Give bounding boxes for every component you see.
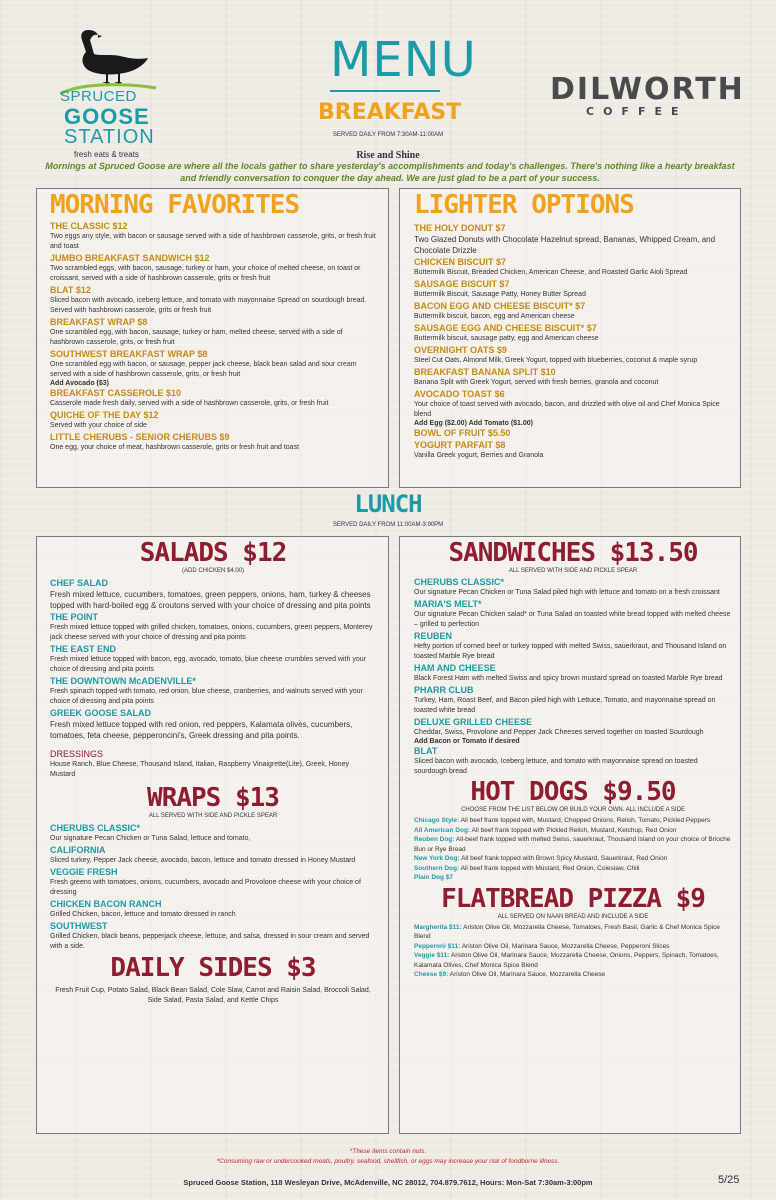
daily-sides-text: Fresh Fruit Cup, Potato Salad, Black Bean Salad, Cole Slaw, Carrot and Raisin Salad, Broccoli Salad, Side Salad, Pasta Salad, and Kettle Chips	[55, 987, 371, 1004]
dilworth-coffee-logo	[550, 72, 745, 118]
flatbread-section	[414, 885, 732, 980]
item-desc: Buttermilk Biscuit, Breaded Chicken, American Cheese, and Roasted Garlic Aioli Spread	[414, 269, 688, 276]
lunch-right-section	[399, 536, 741, 1134]
item-desc: Fresh mixed lettuce topped with red onion, red peppers, Kalamata olives, cucumbers, tomatoes, feta cheese, pepperoncini's, Greek dressing and pita points.	[50, 720, 353, 740]
item-name: OVERNIGHT OATS $9	[414, 345, 507, 355]
item-desc: Ariston Olive Oil, Marinara Sauce, Mozzarella Cheese	[448, 971, 606, 978]
breakfast-title: BREAKFAST	[318, 100, 462, 125]
salads-sub: (ADD CHICKEN $4.00)	[181, 568, 244, 574]
flatbread-item	[414, 942, 732, 952]
item-desc: Buttermilk Biscuit, Sausage Patty, Honey Butter Spread	[414, 291, 586, 298]
breakfast-hours: SERVED DAILY FROM 7:30AM-11:00AM	[332, 132, 444, 138]
sandwiches-title: SANDWICHES $13.50	[448, 538, 698, 568]
flatbread-sub: ALL SERVED ON NAAN BREAD AND INCLUDE A SIDE	[497, 913, 649, 920]
item-desc: Two eggs any style, with bacon or sausage served with a side of hashbrown casserole, grits, or fresh fruit and toast	[50, 233, 376, 250]
menu-item	[50, 253, 376, 284]
item-desc: All beef frank topped with Brown Spicy Mustard, Sauerkraut, Red Onion	[459, 855, 668, 862]
menu-item	[414, 599, 732, 630]
menu-item	[50, 221, 376, 252]
item-desc: Fresh mixed lettuce topped with grilled chicken, tomatoes, onions, cucumbers, green peppers, Monterey jack cheese served with your choice of dressing and pita points	[50, 624, 373, 641]
item-name: VEGGIE FRESH	[50, 867, 118, 877]
item-desc: All beef frank topped with Pickled Relish, Mustard, Ketchup, Red Onion	[470, 826, 677, 834]
item-desc: Sliced turkey, Pepper Jack cheese, avocado, bacon, lettuce and tomato dressed in Honey Mustard	[50, 857, 356, 864]
footnote-nuts: *These items contain nuts.	[349, 1148, 427, 1155]
menu-item	[414, 279, 732, 300]
item-desc: Sliced bacon with avocado, Iceberg lettuce, and tomato with mayonnaise spread on toasted sourdough bread	[414, 758, 698, 775]
brand-tagline: fresh eats & treats	[74, 150, 139, 159]
hotdogs-sub: CHOOSE FROM THE LIST BELOW OR BUILD YOUR OWN. ALL INCLUDE A SIDE	[461, 807, 685, 813]
brand-line2: GOOSE	[64, 104, 150, 129]
item-name: PHARR CLUB	[414, 685, 474, 695]
lunch-hours: SERVED DAILY FROM 11:00AM-3:00PM	[332, 522, 444, 528]
hotdogs-section	[414, 778, 732, 883]
item-desc: Black Forest Ham with melted Swiss and spicy brown mustard spread on toasted Marble Rye bread	[414, 675, 723, 682]
item-name: BLAT	[414, 746, 438, 756]
rise-and-shine: Rise and Shine	[356, 150, 420, 161]
item-desc: Two scrambled eggs, with bacon, sausage, turkey or ham, your choice of melted cheese, on toast or croissant, served with a side of hashbrown casserole, grits or fresh fruit	[50, 265, 361, 282]
menu-item	[50, 410, 376, 431]
item-name: REUBEN	[414, 631, 453, 641]
menu-item	[414, 577, 732, 598]
flatbread-item	[414, 923, 732, 942]
hotdog-item	[414, 873, 732, 883]
sandwich-items	[414, 577, 732, 777]
item-name: Chicago Style:	[414, 817, 460, 824]
menu-item	[50, 285, 376, 316]
item-desc: Served with your choice of side	[50, 422, 147, 429]
item-desc: Casserole made fresh daily, served with a side of hashbrown casserole, grits, or fresh fruit	[50, 400, 329, 407]
item-name: BREAKFAST CASSEROLE $10	[50, 388, 182, 398]
brand-line3: STATION	[64, 126, 155, 148]
item-desc: Cheddar, Swiss, Provolone and Pepper Jack Cheeses served together on toasted Sourdough	[414, 729, 704, 736]
wraps-sub: ALL SERVED WITH SIDE AND PICKLE SPEAR	[148, 813, 278, 819]
menu-item	[50, 823, 376, 844]
menu-title: MENU	[330, 32, 477, 88]
page-number: 5/25	[718, 1174, 740, 1186]
item-desc: All-beef frank topped with melted Swiss, sauerkraut, Thousand Island on your choice of Brioche Bun or Rye Bread	[414, 836, 731, 853]
menu-item	[414, 257, 732, 278]
menu-item	[414, 223, 732, 256]
item-desc: Ariston Olive Oil, Marinara Sauce, Mozzarella Cheese, Onions, Peppers, Spinach, Tomatoes, Kalamata Olives, Chef Monica Spice Blend	[414, 952, 719, 969]
item-name: JUMBO BREAKFAST SANDWICH $12	[50, 253, 210, 263]
item-desc: Steel Cut Oats, Almond Milk, Greek Yogurt, topped with blueberries, coconut & maple syrup	[414, 357, 698, 364]
item-name: CHICKEN BACON RANCH	[50, 899, 162, 909]
lunch-title: LUNCH	[354, 490, 422, 518]
item-name: Cheese $9:	[414, 971, 449, 978]
menu-item	[414, 428, 732, 439]
item-name: CHERUBS CLASSIC*	[50, 823, 141, 833]
hotdog-item	[414, 854, 732, 864]
item-name: BREAKFAST WRAP $8	[50, 317, 148, 327]
menu-item	[414, 631, 732, 662]
goose-icon	[76, 26, 156, 86]
menu-item	[414, 389, 732, 427]
item-desc: Vanilla Greek yogurt, Berries and Granola	[414, 452, 544, 459]
item-desc: Banana Split with Greek Yogurt, served with fresh berries, granola and coconut	[414, 379, 659, 386]
item-name: SAUSAGE EGG AND CHEESE BISCUIT* $7	[414, 323, 597, 333]
item-name: THE POINT	[50, 612, 99, 622]
item-name: Pepperoni $11:	[414, 942, 461, 950]
flatbread-title: FLATBREAD PIZZA $9	[441, 883, 705, 914]
salad-items	[50, 578, 376, 741]
lunch-left-section	[36, 536, 389, 1134]
menu-item	[414, 746, 732, 777]
item-name: THE DOWNTOWN McADENVILLE*	[50, 676, 196, 686]
item-name: QUICHE OF THE DAY $12	[50, 410, 159, 420]
item-desc: Buttermilk biscuit, sausage patty, egg and American cheese	[414, 335, 599, 342]
dressings-text: House Ranch, Blue Cheese, Thousand Island, Italian, Raspberry Vinaigrette(Lite), Greek, Honey Mustard	[50, 761, 349, 778]
footer-address: Spruced Goose Station, 118 Wesleyan Drive, McAdenville, NC 28012, 704.879.7612, Hours: Mon-Sat 7:30am-3:00pm	[183, 1178, 593, 1187]
item-name: DELUXE GRILLED CHEESE	[414, 717, 533, 727]
item-desc: Fresh spinach topped with tomato, red onion, blue cheese, cranberries, and walnuts served with your choice of dressing and pita points	[50, 688, 363, 705]
item-desc: One egg, your choice of meat, hashbrown casserole, grits or fresh fruit and toast	[50, 444, 300, 451]
item-name: BACON EGG AND CHEESE BISCUIT* $7	[414, 301, 586, 311]
salads-title: SALADS $12	[139, 538, 287, 568]
item-name: CHERUBS CLASSIC*	[414, 577, 505, 587]
menu-item	[414, 345, 732, 366]
item-name: LITTLE CHERUBS - SENIOR CHERUBS $9	[50, 432, 230, 442]
partner-logo-name: DILWORTH	[550, 72, 745, 107]
item-name: SAUSAGE BISCUIT $7	[414, 279, 510, 289]
menu-item	[414, 685, 732, 716]
item-name: MARIA'S MELT*	[414, 599, 482, 609]
item-name: CHICKEN BISCUIT $7	[414, 257, 507, 267]
item-desc: Two Glazed Donuts with Chocolate Hazelnut spread, Bananas, Whipped Cream, and Chocolate Drizzle	[414, 235, 716, 255]
menu-item	[50, 845, 376, 866]
item-name: AVOCADO TOAST $6	[414, 389, 505, 399]
morning-items	[50, 221, 376, 453]
item-name: Margherita $11:	[414, 923, 462, 931]
item-name: HAM AND CHEESE	[414, 663, 496, 673]
item-name: THE EAST END	[50, 644, 117, 654]
menu-item	[50, 317, 376, 348]
lighter-items	[414, 223, 732, 461]
item-desc: Grilled Chicken, black beans, pepperjack cheese, lettuce, and salsa, dressed in sour cream and served with a side.	[50, 933, 370, 950]
item-desc: Buttermilk biscuit, bacon, egg and American cheese	[414, 313, 575, 320]
item-desc: Hefty portion of corned beef or turkey topped with melted Swiss, sauerkraut, and Thousand Island on toasted Marble Rye bread	[414, 643, 727, 660]
wraps-section	[50, 784, 376, 952]
item-desc: Grilled Chicken, bacon, lettuce and tomato dressed in ranch	[50, 911, 236, 918]
brand-line1: SPRUCED	[60, 88, 137, 105]
item-desc: Fresh mixed lettuce, cucumbers, tomatoes, green peppers, onions, ham, turkey & cheeses topped with hard-boiled egg & croutons served with your choice of dressing and pita points	[50, 590, 371, 610]
menu-item	[50, 349, 376, 387]
hotdog-item	[414, 826, 732, 836]
menu-item	[50, 921, 376, 952]
daily-sides-title: DAILY SIDES $3	[110, 953, 316, 983]
item-desc: Turkey, Ham, Roast Beef, and Bacon piled high with Lettuce, Tomato, and mayonnaise spread on toasted white bread	[414, 697, 716, 714]
item-desc: All beef frank topped with Mustard, Red Onion, Coleslaw, Chili	[459, 864, 640, 872]
item-name: New York Dog:	[414, 855, 460, 862]
menu-item	[50, 644, 376, 675]
sandwiches-sub: ALL SERVED WITH SIDE AND PICKLE SPEAR	[508, 568, 638, 574]
item-name: All American Dog:	[414, 826, 471, 834]
item-desc: Ariston Olive Oil, Marinara Sauce, Mozzarella Cheese, Pepperoni Slices	[460, 942, 670, 950]
hotdogs-title: HOT DOGS $9.50	[470, 777, 676, 807]
menu-item	[50, 432, 376, 453]
item-desc: Our signature Pecan Chicken or Tuna Salad, lettuce and tomato,	[50, 835, 251, 842]
item-name: GREEK GOOSE SALAD	[50, 708, 152, 718]
item-desc: One scrambled egg with bacon, or sausage, pepper jack cheese, black bean salad and sour cream served with a side of hashbrown casserole, grits, or fresh fruit	[50, 361, 357, 378]
menu-item	[50, 676, 376, 707]
item-name: THE HOLY DONUT $7	[414, 223, 506, 233]
morning-favorites-title: MORNING FAVORITES	[50, 190, 300, 220]
item-name: SOUTHWEST BREAKFAST WRAP $8	[50, 349, 208, 359]
item-name: YOGURT PARFAIT $8	[414, 440, 506, 450]
menu-title-rule	[330, 90, 440, 92]
menu-item	[414, 367, 732, 388]
item-name: Southern Dog:	[414, 864, 460, 872]
item-name: BREAKFAST BANANA SPLIT $10	[414, 367, 556, 377]
menu-item	[414, 323, 732, 344]
item-desc: All beef frank topped with, Mustard, Chopped Onions, Relish, Tomato, Pickled Peppers	[459, 817, 711, 824]
hotdog-item	[414, 816, 732, 826]
menu-item	[50, 867, 376, 898]
daily-sides-section	[50, 954, 376, 1006]
lighter-options-section	[399, 188, 741, 488]
item-extra: Add Egg ($2.00) Add Tomato ($1.00)	[414, 420, 534, 427]
menu-item	[414, 663, 732, 684]
flatbread-item	[414, 951, 732, 970]
item-desc: Our signature Pecan Chicken salad* or Tuna Salad on toasted white bread topped with melted cheese – grilled to perfection	[414, 611, 731, 628]
morning-favorites-section	[36, 188, 389, 488]
footnote-raw-food: *Consuming raw or undercooked meats, poultry, seafood, shellfish, or eggs may increase your risk of foodborne illness.	[216, 1158, 560, 1165]
partner-logo-sub: COFFEE	[586, 105, 688, 118]
menu-item	[50, 388, 376, 409]
menu-item	[50, 708, 376, 741]
item-name: CALIFORNIA	[50, 845, 106, 855]
menu-item	[50, 578, 376, 611]
menu-item	[414, 440, 732, 461]
item-name: Plain Dog $7	[414, 874, 454, 881]
item-extra: Add Bacon or Tomato if desired	[414, 738, 520, 745]
wraps-title: WRAPS $13	[147, 783, 279, 813]
item-desc: One scrambled egg, with bacon, sausage, turkey or ham, melted cheese, served with a side of hashbrown casserole, grits, or fresh fruit	[50, 329, 343, 346]
flatbread-item	[414, 970, 732, 980]
item-name: Veggie $11:	[414, 952, 450, 959]
item-name: BOWL OF FRUIT $5.50	[414, 428, 511, 438]
menu-item	[50, 899, 376, 920]
dressings	[50, 749, 376, 780]
dressings-title: DRESSINGS	[50, 749, 104, 759]
intro-text: Mornings at Spruced Goose are where all the locals gather to share yesterday's accomplishments and today's challenges. There's nothing like a hearty breakfast and friendly conversation to conquer the day ahead. We are just glad to be a part of your success.	[45, 161, 735, 183]
hotdog-item	[414, 835, 732, 854]
item-extra: Add Avocado ($3)	[50, 380, 109, 387]
item-name: THE CLASSIC $12	[50, 221, 128, 231]
lighter-options-title: LIGHTER OPTIONS	[414, 190, 634, 220]
item-name: BLAT $12	[50, 285, 91, 295]
item-name: CHEF SALAD	[50, 578, 108, 588]
spruced-goose-logo	[48, 26, 168, 159]
hotdog-item	[414, 864, 732, 874]
item-desc: Your choice of toast served with avocado, bacon, and drizzled with olive oil and Chef Monica Spice blend	[414, 401, 720, 418]
item-desc: Our signature Pecan Chicken or Tuna Salad piled high with lettuce and tomato on a fresh croissant	[414, 589, 720, 596]
item-name: SOUTHWEST	[50, 921, 108, 931]
menu-item	[50, 612, 376, 643]
menu-item	[414, 717, 732, 745]
menu-item	[414, 301, 732, 322]
item-desc: Fresh greens with tomatoes, onions, cucumbers, avocado and Provolone cheese with your choice of dressing	[50, 879, 361, 896]
item-name: Reuben Dog:	[414, 836, 455, 843]
item-desc: Fresh mixed lettuce topped with bacon, egg, avocado, tomato, blue cheese crumbles served with your choice of dressing and pita points	[50, 656, 366, 673]
item-desc: Ariston Olive Oil, Mozzarella Cheese, Tomatoes, Fresh Basil, Garlic & Chef Monica Spice Blend	[414, 923, 720, 940]
item-desc: Sliced bacon with avocado, iceberg lettuce, and tomato with mayonnaise Spread on sourdough bread. Served with hashbrown casserole, grits or fresh fruit	[50, 297, 367, 314]
